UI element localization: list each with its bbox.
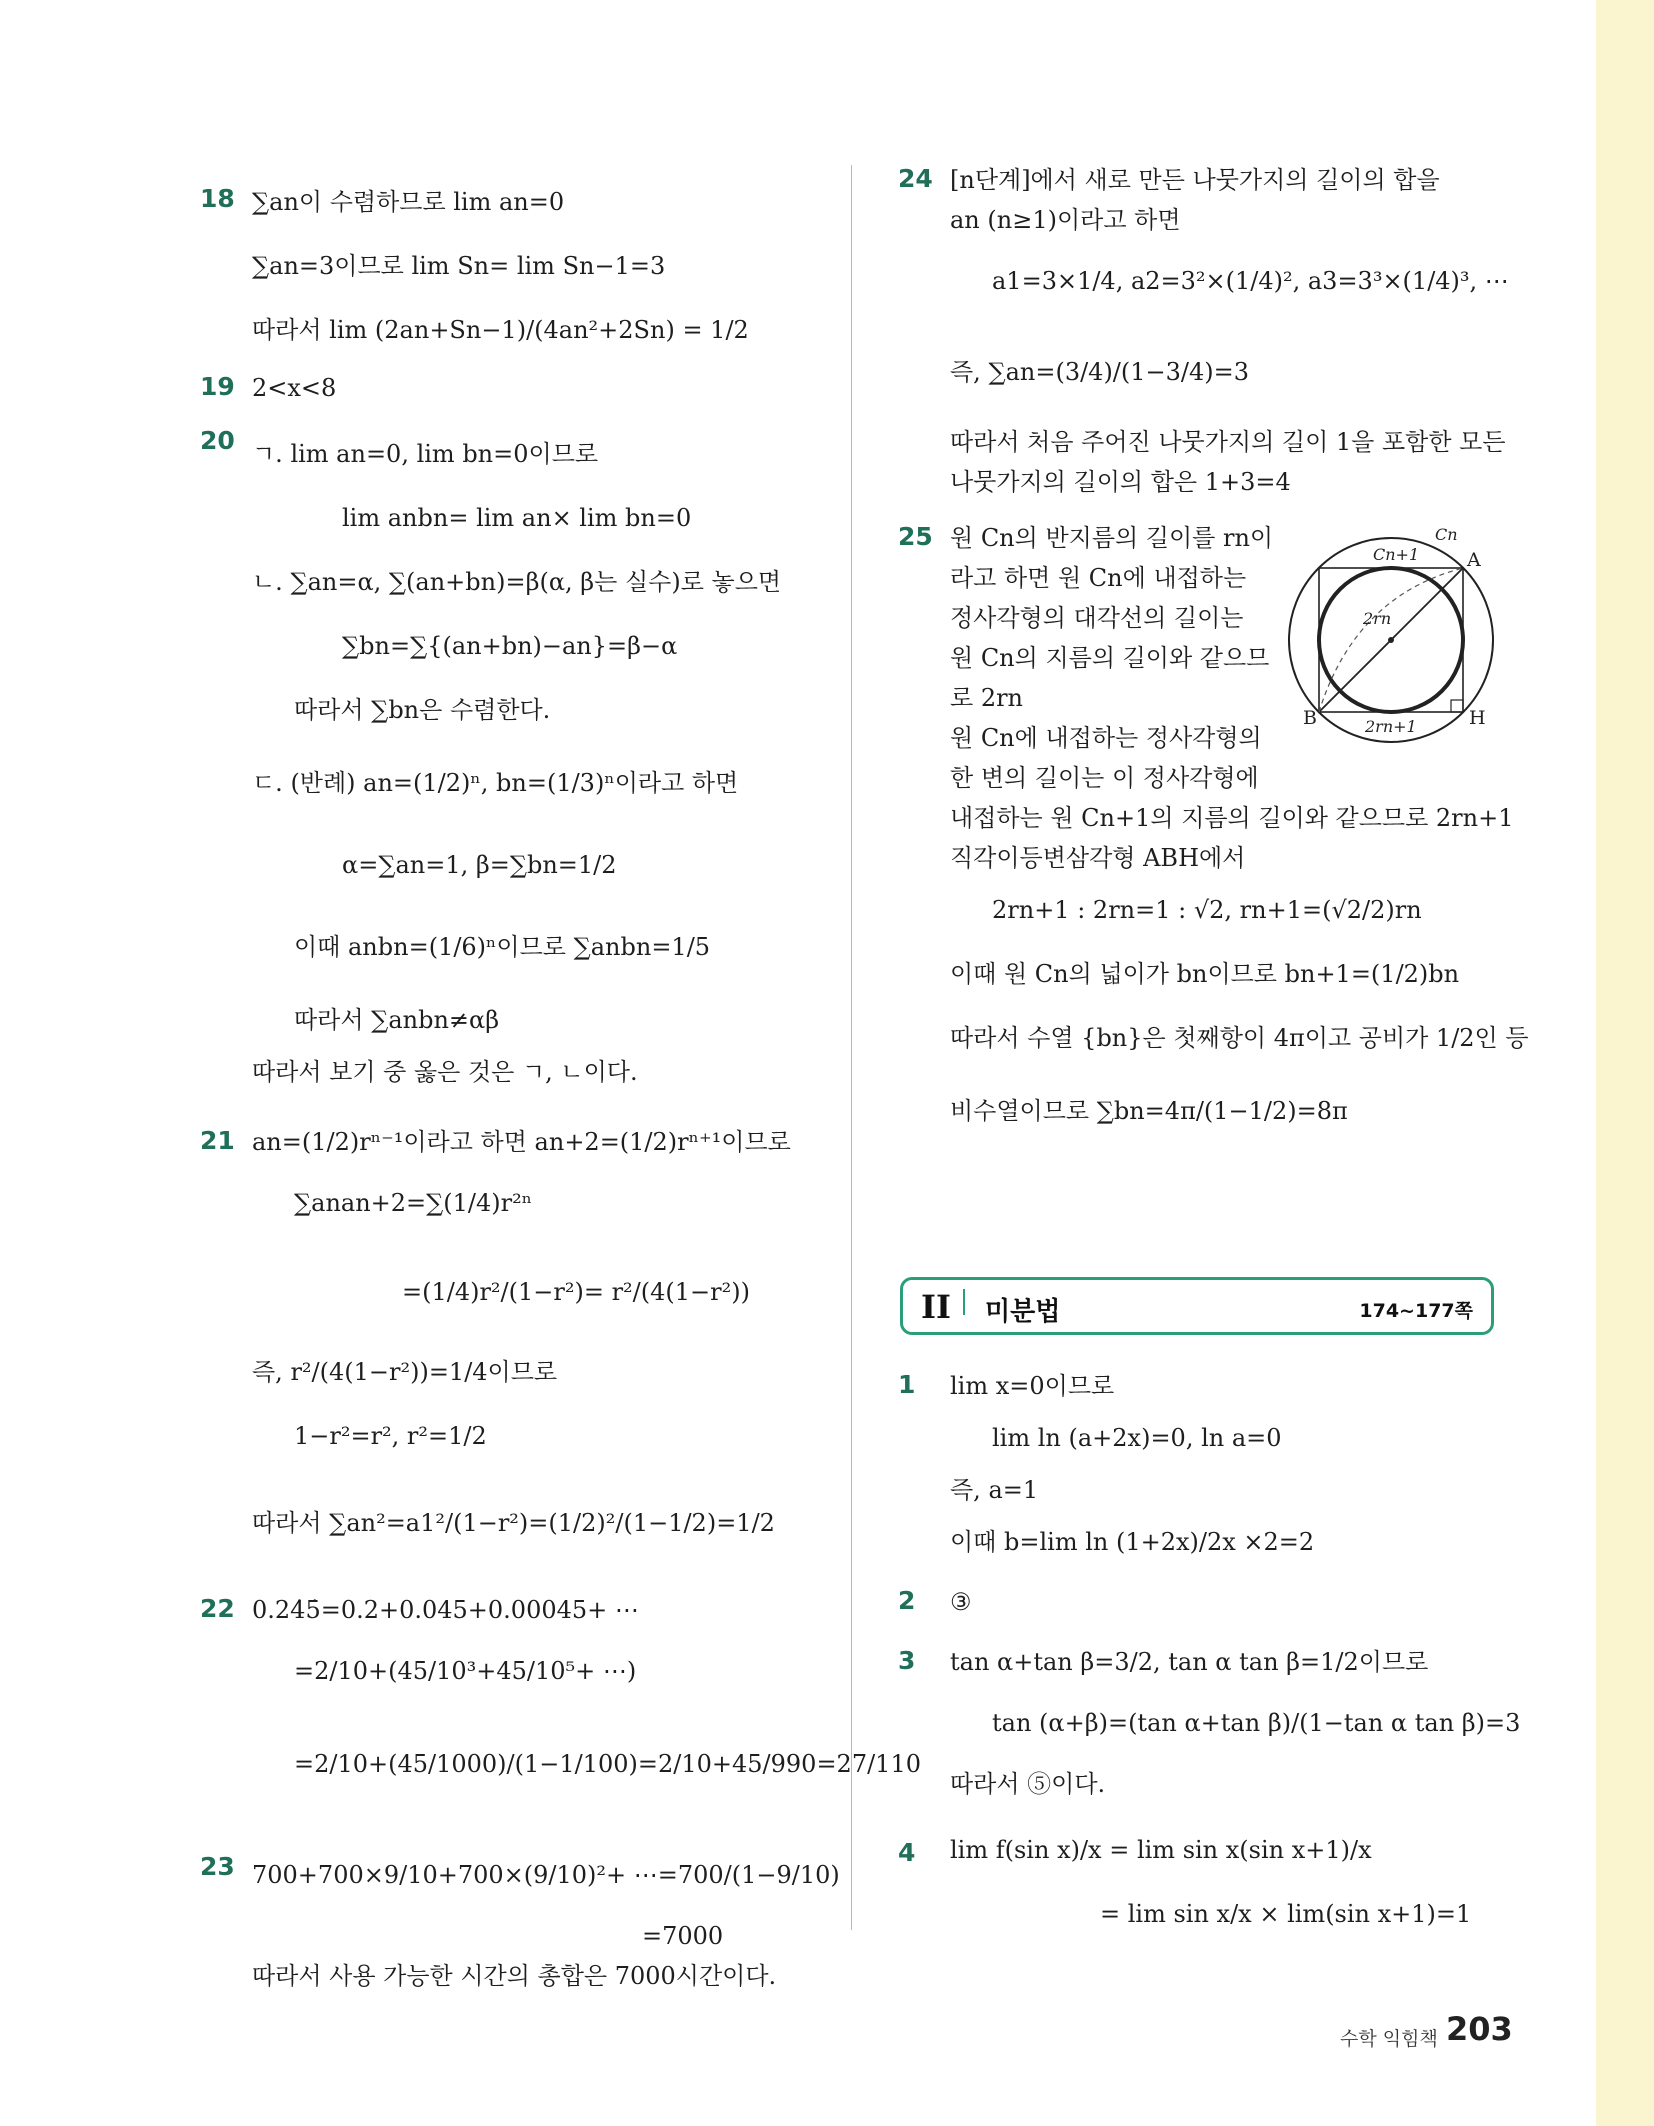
- problem-number: 23: [200, 1852, 235, 1881]
- solution-line: 700+700×9/10+700×(9/10)²+ ⋯=700/(1−9/10): [252, 1861, 840, 1889]
- solution-line: ③: [950, 1588, 972, 1616]
- problem-22: [200, 1590, 921, 1816]
- solution-line: 따라서 사용 가능한 시간의 총합은 7000시간이다.: [252, 1962, 777, 1990]
- problem-23: [200, 1834, 840, 1996]
- solution-line: 정사각형의 대각선의 길이는: [950, 604, 1244, 632]
- page-number: 203: [1446, 2010, 1513, 2048]
- solution-line: lim ln (a+2x)=0, ln a=0: [992, 1424, 1282, 1452]
- solution-line: lim f(sin x)/x = lim sin x(sin x+1)/x: [950, 1836, 1372, 1864]
- problem-number: 24: [898, 164, 933, 193]
- problem-number: 20: [200, 426, 235, 455]
- solution-line: tan (α+β)=(tan α+tan β)/(1−tan α tan β)=3: [992, 1709, 1521, 1737]
- problem-21: [200, 1122, 840, 1578]
- problem-19: [200, 368, 840, 408]
- solution-line: ㄷ. (반례) an=(1/2)ⁿ, bn=(1/3)ⁿ이라고 하면: [252, 769, 739, 797]
- figure-label-a: A: [1467, 549, 1481, 571]
- solution-line: 따라서 ⑤이다.: [950, 1770, 1106, 1798]
- solution-line: 로 2rn: [950, 684, 1024, 712]
- solution-line: 2rn+1 : 2rn=1 : √2, rn+1=(√2/2)rn: [992, 896, 1422, 924]
- question-3: [898, 1642, 1521, 1804]
- problem-number: 22: [200, 1594, 235, 1623]
- solution-line: 1−r²=r², r²=1/2: [294, 1422, 487, 1450]
- solution-line: ∑an이 수렴하므로 lim an=0: [252, 188, 565, 216]
- solution-line: ㄱ. lim an=0, lim bn=0이므로: [252, 440, 599, 468]
- section-number: II: [921, 1288, 951, 1326]
- solution-line: 즉, r²/(4(1−r²))=1/4이므로: [252, 1358, 558, 1386]
- section-ii-problems: [898, 1366, 1521, 1946]
- solution-line: α=∑an=1, β=∑bn=1/2: [342, 851, 617, 879]
- solution-line: 직각이등변삼각형 ABH에서: [950, 844, 1246, 872]
- figure-label-cn1: Cn+1: [1373, 545, 1420, 564]
- section-pages: 174~177쪽: [1359, 1300, 1473, 1322]
- figure-label-2rn1: 2rn+1: [1365, 717, 1417, 736]
- question-2: [898, 1582, 1498, 1622]
- solution-line: 나뭇가지의 길이의 합은 1+3=4: [950, 468, 1291, 496]
- solution-line: 비수열이므로 ∑bn=4π/(1−1/2)=8π: [950, 1097, 1348, 1125]
- solution-line: 내접하는 원 Cn+1의 지름의 길이와 같으므로 2rn+1: [950, 804, 1514, 832]
- problem-24: [898, 160, 1509, 502]
- solution-line: =2/10+(45/10³+45/10⁵+ ⋯): [294, 1657, 637, 1685]
- problem-18: [200, 170, 840, 362]
- section-banner: [900, 1277, 1494, 1335]
- problem-number: 2: [898, 1586, 916, 1615]
- solution-line: ∑an=3이므로 lim Sn= lim Sn−1=3: [252, 252, 666, 280]
- figure-label-cn: Cn: [1435, 526, 1458, 544]
- solution-line: 따라서 처음 주어진 나뭇가지의 길이 1을 포함한 모든: [950, 428, 1506, 456]
- column-divider: [851, 165, 852, 1930]
- problem-number: 3: [898, 1646, 916, 1675]
- solution-line: =2/10+(45/1000)/(1−1/100)=2/10+45/990=27/110: [294, 1750, 921, 1778]
- problem-number: 19: [200, 372, 235, 401]
- solution-line: 한 변의 길이는 이 정사각형에: [950, 764, 1259, 792]
- solution-line: [n단계]에서 새로 만든 나뭇가지의 길이의 합을: [950, 166, 1440, 194]
- solution-line: ∑bn=∑{(an+bn)−an}=β−α: [342, 632, 678, 660]
- solution-line: 이때 anbn=(1/6)ⁿ이므로 ∑anbn=1/5: [294, 933, 711, 961]
- solution-line: 따라서 lim (2an+Sn−1)/(4an²+2Sn) = 1/2: [252, 316, 749, 344]
- figure-label-h: H: [1469, 707, 1486, 729]
- solution-line: 따라서 ∑anbn≠αβ: [294, 1006, 500, 1034]
- problem-number: 4: [898, 1838, 916, 1867]
- question-4: [898, 1818, 1498, 1946]
- solution-line: 2<x<8: [252, 374, 337, 402]
- figure-label-2rn: 2rn: [1363, 609, 1392, 628]
- circle-square-figure: [1285, 526, 1505, 746]
- footer-book-title: 수학 익힘책: [1340, 2028, 1438, 2050]
- section-divider: [963, 1289, 965, 1315]
- solution-line: 원 Cn에 내접하는 정사각형의: [950, 724, 1262, 752]
- problem-number: 18: [200, 184, 235, 213]
- solution-line: 따라서 수열 {bn}은 첫째항이 4π이고 공비가 1/2인 등: [950, 1024, 1529, 1052]
- solution-line: an (n≥1)이라고 하면: [950, 206, 1181, 234]
- solution-line: tan α+tan β=3/2, tan α tan β=1/2이므로: [950, 1648, 1429, 1676]
- solution-line: 따라서 ∑an²=a1²/(1−r²)=(1/2)²/(1−1/2)=1/2: [252, 1509, 775, 1537]
- solution-line: =(1/4)r²/(1−r²)= r²/(4(1−r²)): [402, 1278, 750, 1306]
- solution-line: 따라서 ∑bn은 수렴한다.: [294, 696, 551, 724]
- problem-20: [200, 422, 840, 1092]
- side-color-strip: [1596, 0, 1654, 2126]
- solution-line: lim anbn= lim an× lim bn=0: [342, 504, 692, 532]
- solution-line: ㄴ. ∑an=α, ∑(an+bn)=β(α, β는 실수)로 놓으면: [252, 568, 782, 596]
- solution-line: 이때 원 Cn의 넓이가 bn이므로 bn+1=(1/2)bn: [950, 960, 1460, 988]
- problem-number: 21: [200, 1126, 235, 1155]
- solution-line: 0.24̇5̇=0.2+0.045+0.00045+ ⋯: [252, 1596, 639, 1624]
- solution-line: = lim sin x/x × lim(sin x+1)=1: [1100, 1900, 1472, 1928]
- problem-number: 25: [898, 522, 933, 551]
- figure-label-b: B: [1303, 707, 1317, 729]
- section-title: 미분법: [985, 1297, 1061, 1327]
- solution-line: a1=3×1/4, a2=3²×(1/4)², a3=3³×(1/4)³, ⋯: [992, 267, 1509, 295]
- solution-line: 따라서 보기 중 옳은 것은 ㄱ, ㄴ이다.: [252, 1058, 638, 1086]
- question-1: [898, 1366, 1498, 1574]
- solution-line: 원 Cn의 지름의 길이와 같으므: [950, 644, 1270, 672]
- solution-line: 이때 b=lim ln (1+2x)/2x ×2=2: [950, 1528, 1315, 1556]
- problem-number: 1: [898, 1370, 916, 1399]
- solution-line: lim x=0이므로: [950, 1372, 1115, 1400]
- solution-line: 원 Cn의 반지름의 길이를 rn이: [950, 524, 1274, 552]
- solution-line: 라고 하면 원 Cn에 내접하는: [950, 564, 1247, 592]
- solution-line: 즉, ∑an=(3/4)/(1−3/4)=3: [950, 358, 1249, 386]
- solution-line: 즉, a=1: [950, 1476, 1039, 1504]
- solution-line: an=(1/2)rⁿ⁻¹이라고 하면 an+2=(1/2)rⁿ⁺¹이므로: [252, 1128, 791, 1156]
- solution-line: =7000: [642, 1922, 724, 1950]
- solution-line: ∑anan+2=∑(1/4)r²ⁿ: [294, 1189, 533, 1217]
